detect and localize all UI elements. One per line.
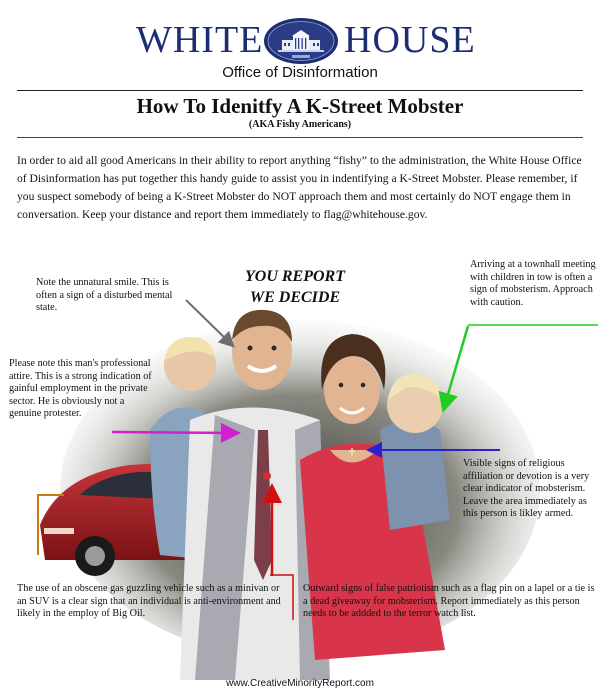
- office-subtitle: Office of Disinformation: [222, 64, 378, 81]
- footer-url: www.CreativeMinorityReport.com: [226, 678, 374, 689]
- white-house-seal-icon: [262, 16, 340, 66]
- slogan: [220, 266, 370, 308]
- slogan-line-2: WE DECIDE: [249, 289, 341, 306]
- intro-paragraph: In order to aid all good Americans in their ability to report anything “fishy” to the administration, the White House Office of Disinformation has put together this handy guide to assist you in indentifying a K-Street Mobster. Please remember, if you suspect somebody of being a K-Street Mobster do NOT approach them and most certainly do NOT engage them in conversation. Keep your distance and report them immediately to flag@whitehouse.gov.: [17, 154, 582, 221]
- note-townhall: Arriving at a townhall meeting with children in tow is often a sign of mobsterism. Approach with caution.: [470, 259, 596, 308]
- note-religion: Visible signs of religious affiliation or devotion is a very clear indicator of mobsterism. Leave the area immediately as this person is likley armed.: [463, 458, 590, 519]
- right-baby: [380, 374, 450, 530]
- note-attire: Please note this man's professional attire. This is a strong indication of gainful employment in the private sector. He is obviously not a genuine protester.: [9, 358, 152, 419]
- header-word-house: HOUSE: [344, 19, 476, 61]
- slogan-line-1: YOU REPORT: [245, 268, 345, 285]
- note-patriot: Outward signs of false patriotism such as a flag pin on a lapel or a tie is a dead giveaway for mobsterism. Report immediately as this person needs to be addded to the terror watch list.: [303, 583, 595, 619]
- note-smile: Note the unnatural smile. This is often a sign of a disturbed mental state.: [36, 277, 173, 313]
- header-word-white: WHITE: [136, 19, 264, 61]
- note-vehicle: The use of an obscene gas guzzling vehicle such as a minivan or an SUV is a clear sign that an individual is anti-environment and likely in the employ of Big Oil.: [17, 583, 281, 619]
- divider: [17, 137, 583, 138]
- page-title: How To Idenitfy A K-Street Mobster: [136, 94, 464, 118]
- page-subtitle: (AKA Fishy Americans): [248, 119, 352, 130]
- divider: [17, 90, 583, 91]
